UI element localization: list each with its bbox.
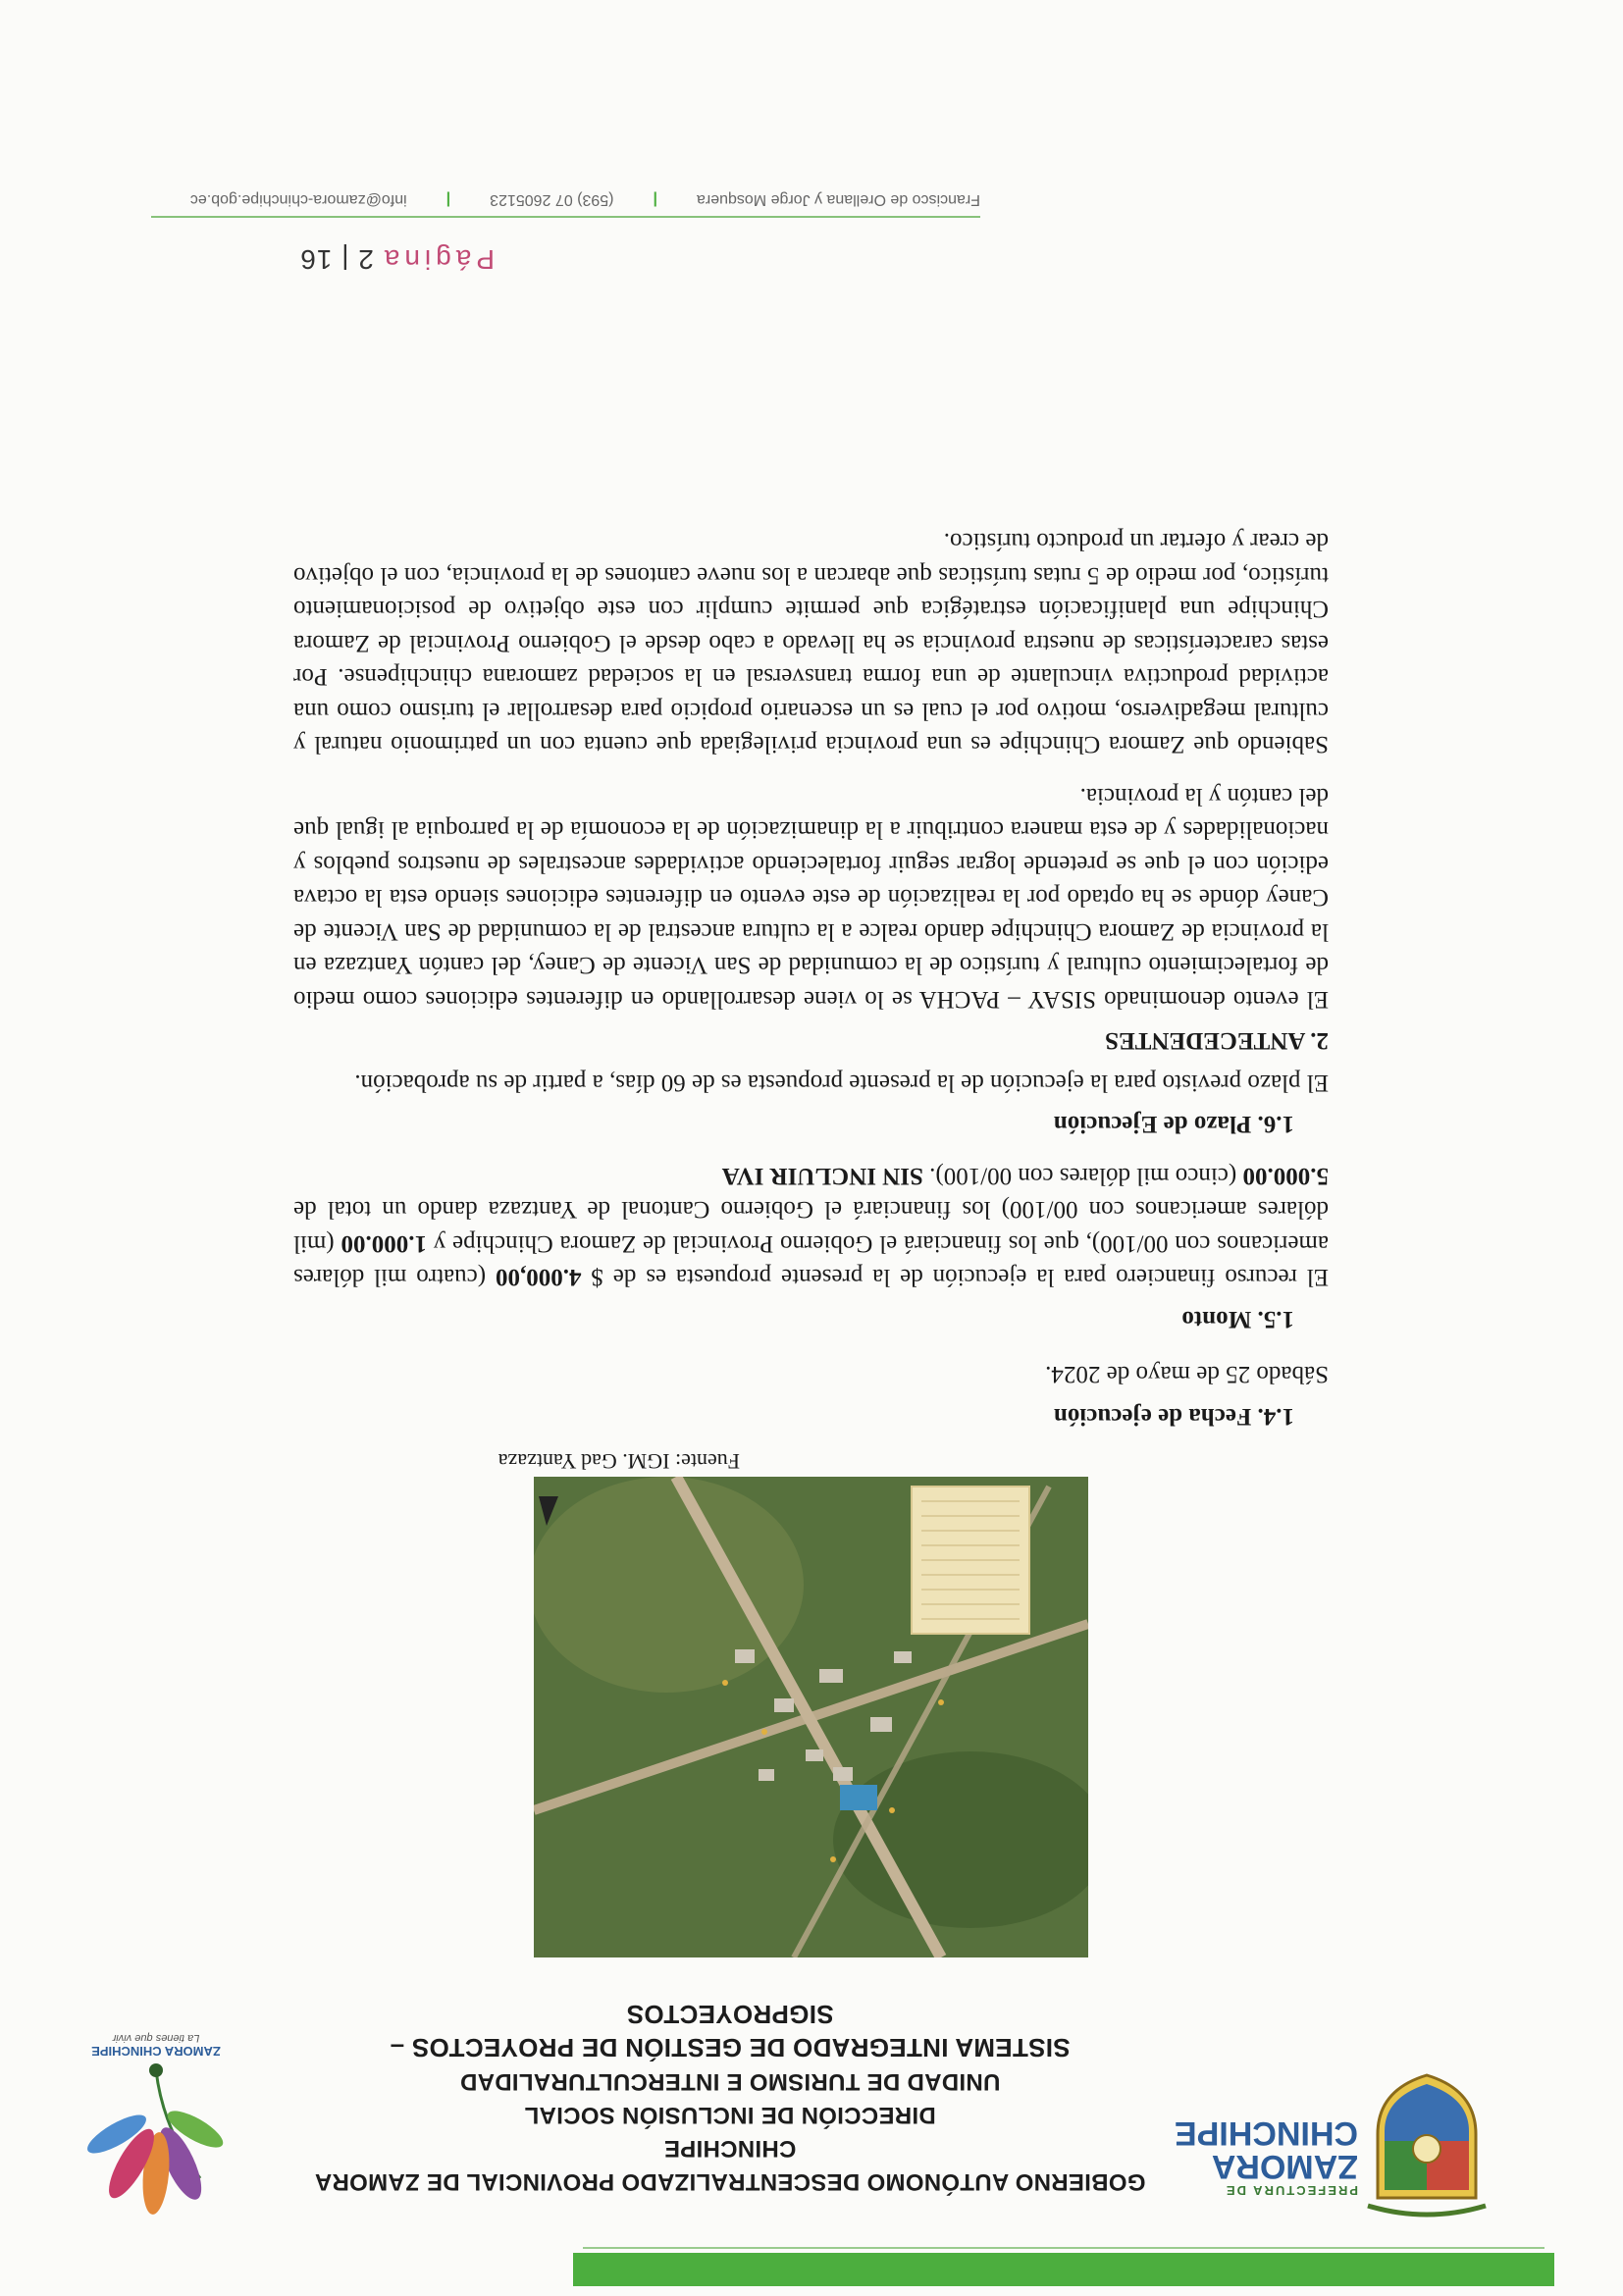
- document-body: [293, 524, 1329, 1433]
- brand-prefix: PREFECTURA DE: [1224, 2183, 1358, 2198]
- logo-name: ZAMORA CHINCHIPE: [91, 2044, 221, 2059]
- header-line-2: DIRECCIÓN DE INCLUSIÓN SOCIAL: [524, 2102, 936, 2128]
- document-header: [0, 2000, 1623, 2237]
- antecedentes-paragraph-1: El evento denominado SISAY – PACHA se lo viene desarrollando en diferentes ediciones como medio de fortalecimiento cultural y turístico de la comunidad de San Vicente de Caney, del cantón Yantzaza en la provincia de Zamora Chinchipe dando realce a la cultura ancestral de la comunidad de San Vicente de Caney dónde se ha optado por la realización de este evento en diferentes ediciones siendo esta la octava edición con el que se pretende lograr seguir fortaleciendo actividades ancestrales de nuestros pueblos y nacionalidades y de esta manera contribuir a la dinamización de la economía de la parroquia al igual que del cantón y la provincia.: [293, 783, 1329, 1013]
- footer-address: Francisco de Orellana y Jorge Mosquera: [696, 191, 980, 208]
- section-1-4-title: 1.4. Fecha de ejecución: [1053, 1403, 1294, 1430]
- page-label: Página: [379, 244, 495, 275]
- header-line-3: UNIDAD DE TURISMO E INTERCULTURALIDAD: [459, 2068, 1001, 2095]
- antecedentes-paragraph-2: Sabiendo que Zamora Chinchipe es una provincia privilegiada que cuenta con un patrimonio natural y cultural megadiverso, motivo por el cual es un escenario propicio para desarrollar el turismo como una actividad productiva vinculante de una forma transversal en la sociedad zamorana chinchipense. Por estas características de nuestra provincia se ha llevado a cabo desde el Gobierno Provincial de Zamora Chinchipe una planificación estratégica que permite cumplir con este objetivo de posicionamiento turístico, por medio de 5 rutas turísticas que abarcan a los nueve cantones de la provincia, con el objetivo de crear y ofertar un producto turístico.: [293, 528, 1329, 758]
- section-1-5-text: [293, 1159, 1329, 1294]
- logo-caption: [82, 2032, 230, 2059]
- brand-block: [1174, 2114, 1358, 2198]
- header-line-1: GOBIERNO AUTÓNOMO DESCENTRALIZADO PROVINCIAL DE ZAMORA CHINCHIPE: [314, 2135, 1146, 2195]
- header-green-line: [583, 2247, 1544, 2249]
- section-2-title: 2. ANTECEDENTES: [1105, 1027, 1329, 1055]
- amount-text-b: (cuatro mil dólares americanos con 00/100), que los financiará el Gobierno Provincial de Zamora Chinchipe y: [293, 1230, 1329, 1291]
- footer-phone: (593) 07 2605123: [490, 191, 614, 208]
- amount-total: 5.000.00: [1242, 1163, 1329, 1189]
- header-green-bar: [573, 2253, 1554, 2286]
- zamora-chinchipe-flower-logo: [73, 2051, 239, 2218]
- prefectura-crest-logo: [1363, 2070, 1491, 2218]
- amount-cantonal: 1.000.00: [340, 1230, 427, 1257]
- footer-divider: [151, 216, 980, 218]
- page-count: 2 | 16: [299, 244, 374, 275]
- section-1-5-title: 1.5. Monto: [1181, 1306, 1294, 1332]
- page-number: [299, 243, 495, 275]
- brand-line-2: CHINCHIPE: [1174, 2114, 1358, 2152]
- footer-separator: |: [653, 191, 657, 208]
- header-line-4: SISTEMA INTEGRADO DE GESTIÓN DE PROYECTOS – SIGPROYECTOS: [390, 2000, 1071, 2062]
- amount-text-d: (cinco mil dólares con 00/100).: [922, 1163, 1243, 1189]
- page-footer: [117, 190, 980, 208]
- aerial-map-image: [534, 1477, 1088, 1957]
- figure-source: Fuente: IGM. Gad Yantzaza: [497, 1449, 740, 1474]
- brand-line-1: ZAMORA: [1211, 2148, 1358, 2185]
- section-1-6-title: 1.6. Plazo de Ejecución: [1053, 1111, 1294, 1138]
- section-1-4-text: Sábado 25 de mayo de 2024.: [1045, 1361, 1329, 1388]
- footer-email: info@zamora-chinchipe.gob.ec: [189, 191, 407, 208]
- amount-text-a: El recurso financiero para la ejecución de la presente propuesta es de $: [581, 1264, 1329, 1291]
- amount-text-c: (mil dólares americanos con 00/100) los financiará el Gobierno Cantonal de Yantzaza dando un total de: [293, 1196, 1329, 1257]
- header-titles: [288, 1998, 1172, 2198]
- logo-tagline: La tienes que vivir: [112, 2032, 200, 2044]
- footer-separator: |: [445, 191, 451, 208]
- section-1-6-text: El plazo previsto para la ejecución de la presente propuesta es de 60 días, a partir de su aprobación.: [354, 1070, 1329, 1096]
- no-iva-note: SIN INCLUIR IVA: [721, 1163, 923, 1189]
- amount-provincial: 4.000,00: [495, 1264, 582, 1291]
